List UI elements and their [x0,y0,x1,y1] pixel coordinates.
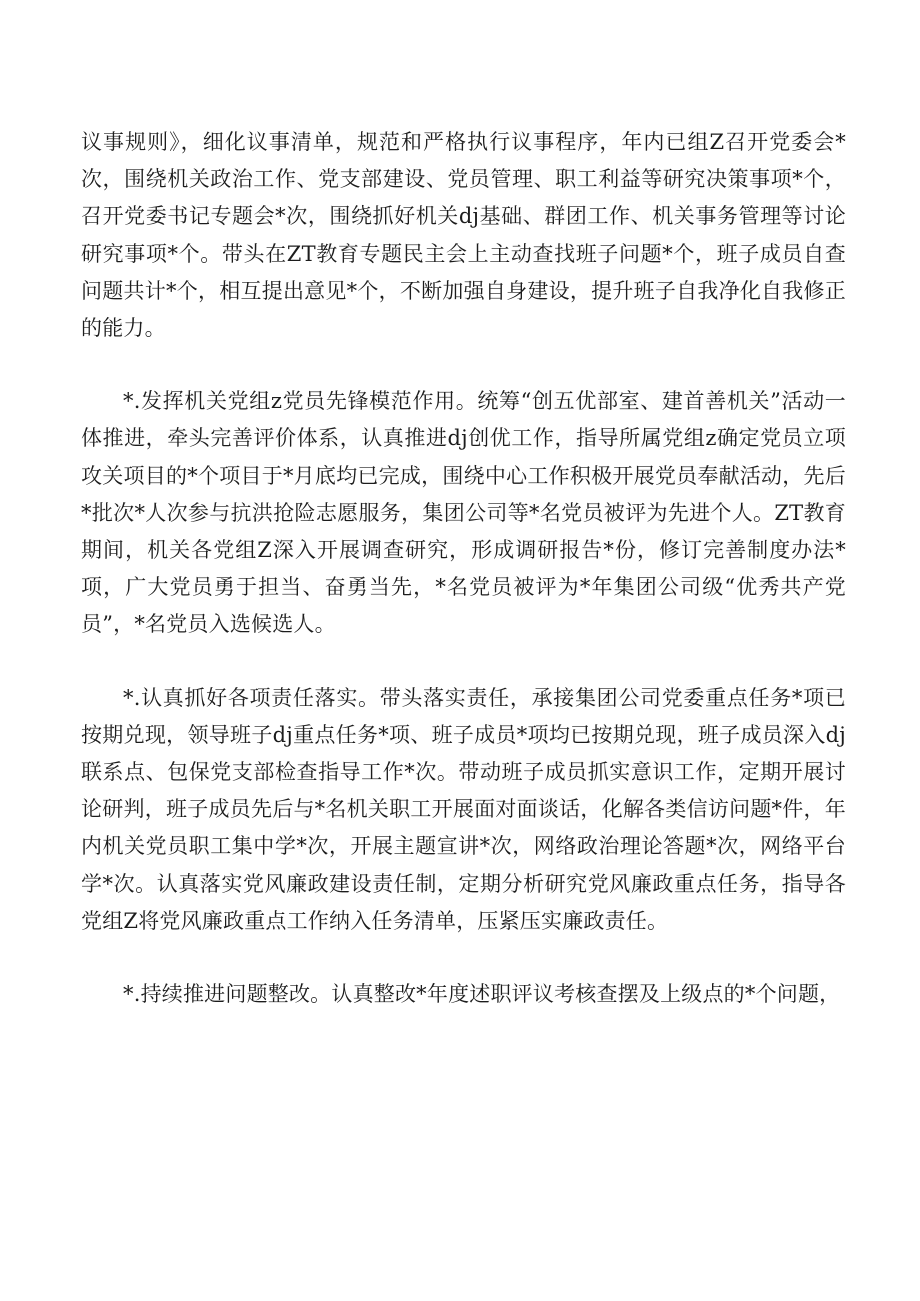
paragraph-2: *.发挥机关党组z党员先锋模范作用。统筹“创五优部室、建首善机关”活动一体推进，牵头完善评价体系，认真推进dj创优工作，指导所属党组z确定党员立项攻关项目的*个项目于*月底均已完成，围绕中心工作积极开展党员奉献活动，先后*批次*人次参与抗洪抢险志愿服务，集团公司等*名党员被评为先进个人。ZT教育期间，机关各党组Z深入开展调查研究，形成调研报告*份，修订完善制度办法*项，广大党员勇于担当、奋勇当先，*名党员被评为*年集团公司级“优秀共产党员”，*名党员入选候选人。 [81,389,846,637]
paragraph-3: *.认真抓好各项责任落实。带头落实责任，承接集团公司党委重点任务*项已按期兑现，领导班子dj重点任务*项、班子成员*项均已按期兑现，班子成员深入dj联系点、包保党支部检查指导工作*次。带动班子成员抓实意识工作，定期开展讨论研判，班子成员先后与*名机关职工开展面对面谈话，化解各类信访问题*件，年内机关党员职工集中学*次，开展主题宣讲*次，网络政治理论答题*次，网络平台学*次。认真落实党风廉政建设责任制，定期分析研究党风廉政重点任务，指导各党组Z将党风廉政重点工作纳入任务清单，压紧压实廉政责任。 [81,685,846,933]
paragraph-1: 议事规则》，细化议事清单，规范和严格执行议事程序，年内已组Z召开党委会*次，围绕机关政治工作、党支部建设、党员管理、职工利益等研究决策事项*个，召开党委书记专题会*次，围绕抓好机关dj基础、群团工作、机关事务管理等讨论研究事项*个。带头在ZT教育专题民主会上主动查找班子问题*个，班子成员自查问题共计*个，相互提出意见*个，不断加强自身建设，提升班子自我净化自我修正的能力。 [81,130,846,341]
document-body [81,124,846,1013]
paragraph-4: *.持续推进问题整改。认真整改*年度述职评议考核查摆及上级点的*个问题， [123,982,841,1007]
